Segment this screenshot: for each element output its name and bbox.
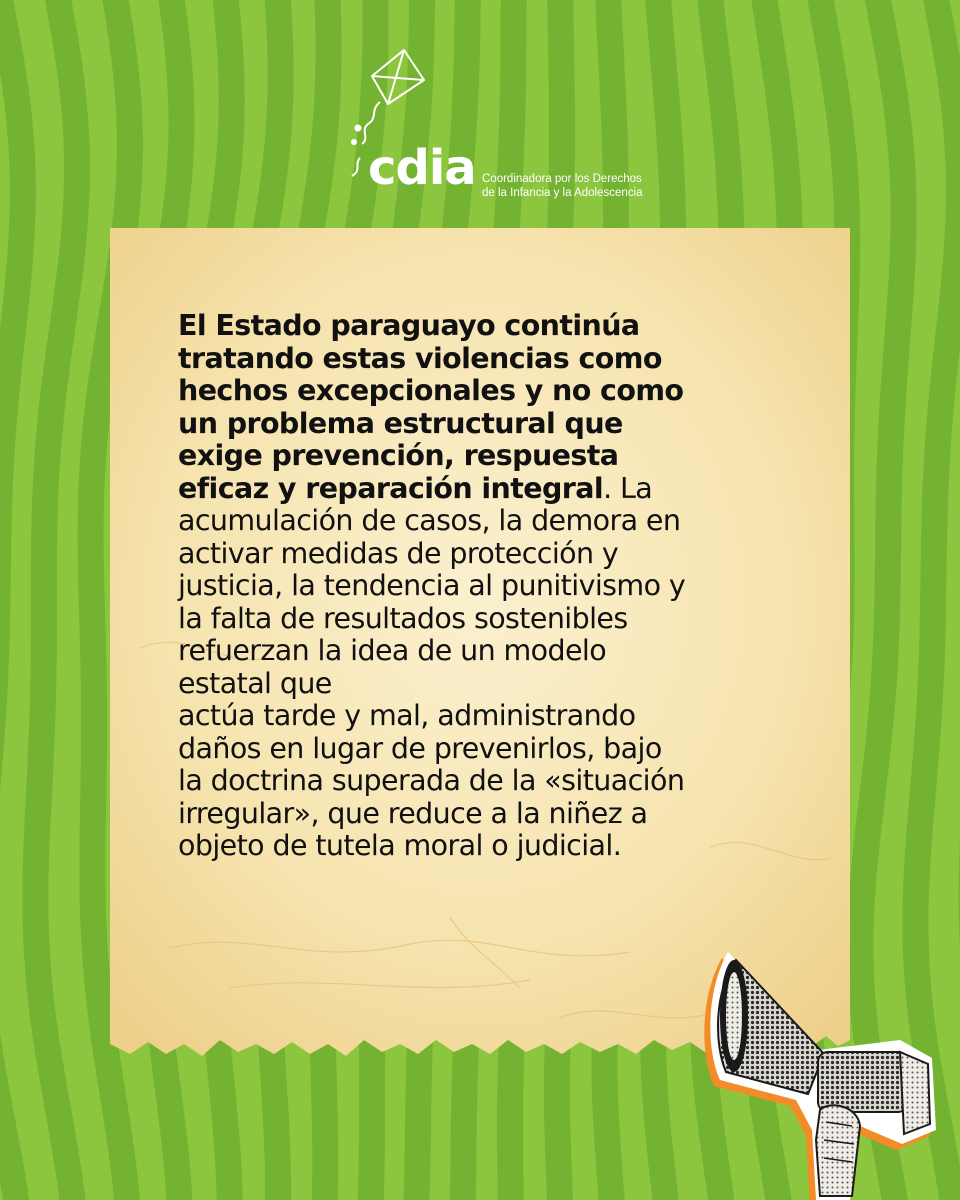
regular-line-7: actúa tarde y mal, administrando [178, 699, 636, 732]
regular-line-1: acumulación de casos, la demora en [178, 504, 681, 537]
regular-line-8: daños en lugar de prevenirlos, bajo [178, 731, 662, 765]
regular-line-6: estatal que [178, 666, 332, 700]
regular-line-2: activar medidas de protección y [178, 536, 619, 570]
bold-tail: . La [603, 471, 653, 505]
regular-line-3: justicia, la tendencia al punitivismo y [178, 569, 686, 602]
bold-line-3: hechos excepcionales y no como [178, 374, 684, 407]
regular-line-11: objeto de tutela moral o judicial. [178, 829, 622, 862]
megaphone-icon [700, 930, 960, 1200]
cdia-logo [340, 46, 643, 199]
logo-tagline-line-2: de la Infancia y la Adolescencia [482, 187, 643, 199]
regular-line-9: la doctrina superada de la «situación [178, 764, 685, 797]
logo-wordmark: cdia [368, 140, 476, 196]
bold-line-2: tratando estas violencias como [178, 341, 662, 375]
mixed-line [178, 473, 818, 506]
logo-tagline-line-1: Coordinadora por los Derechos [482, 173, 642, 185]
bold-line-5: exige prevención, respuesta [178, 439, 619, 472]
regular-line-10: irregular», que reduce a la niñez a [178, 796, 648, 830]
bold-line-1: El Estado paraguayo continúa [178, 309, 640, 342]
bold-line-4: un problema estructural que [178, 406, 623, 440]
regular-line-4: la falta de resultados sostenibles [178, 601, 628, 635]
statement-text [178, 310, 818, 863]
logo-tagline [482, 172, 642, 200]
bold-line-6: eficaz y reparación integral [178, 471, 604, 505]
regular-line-5: refuerzan la idea de un modelo [178, 634, 607, 667]
